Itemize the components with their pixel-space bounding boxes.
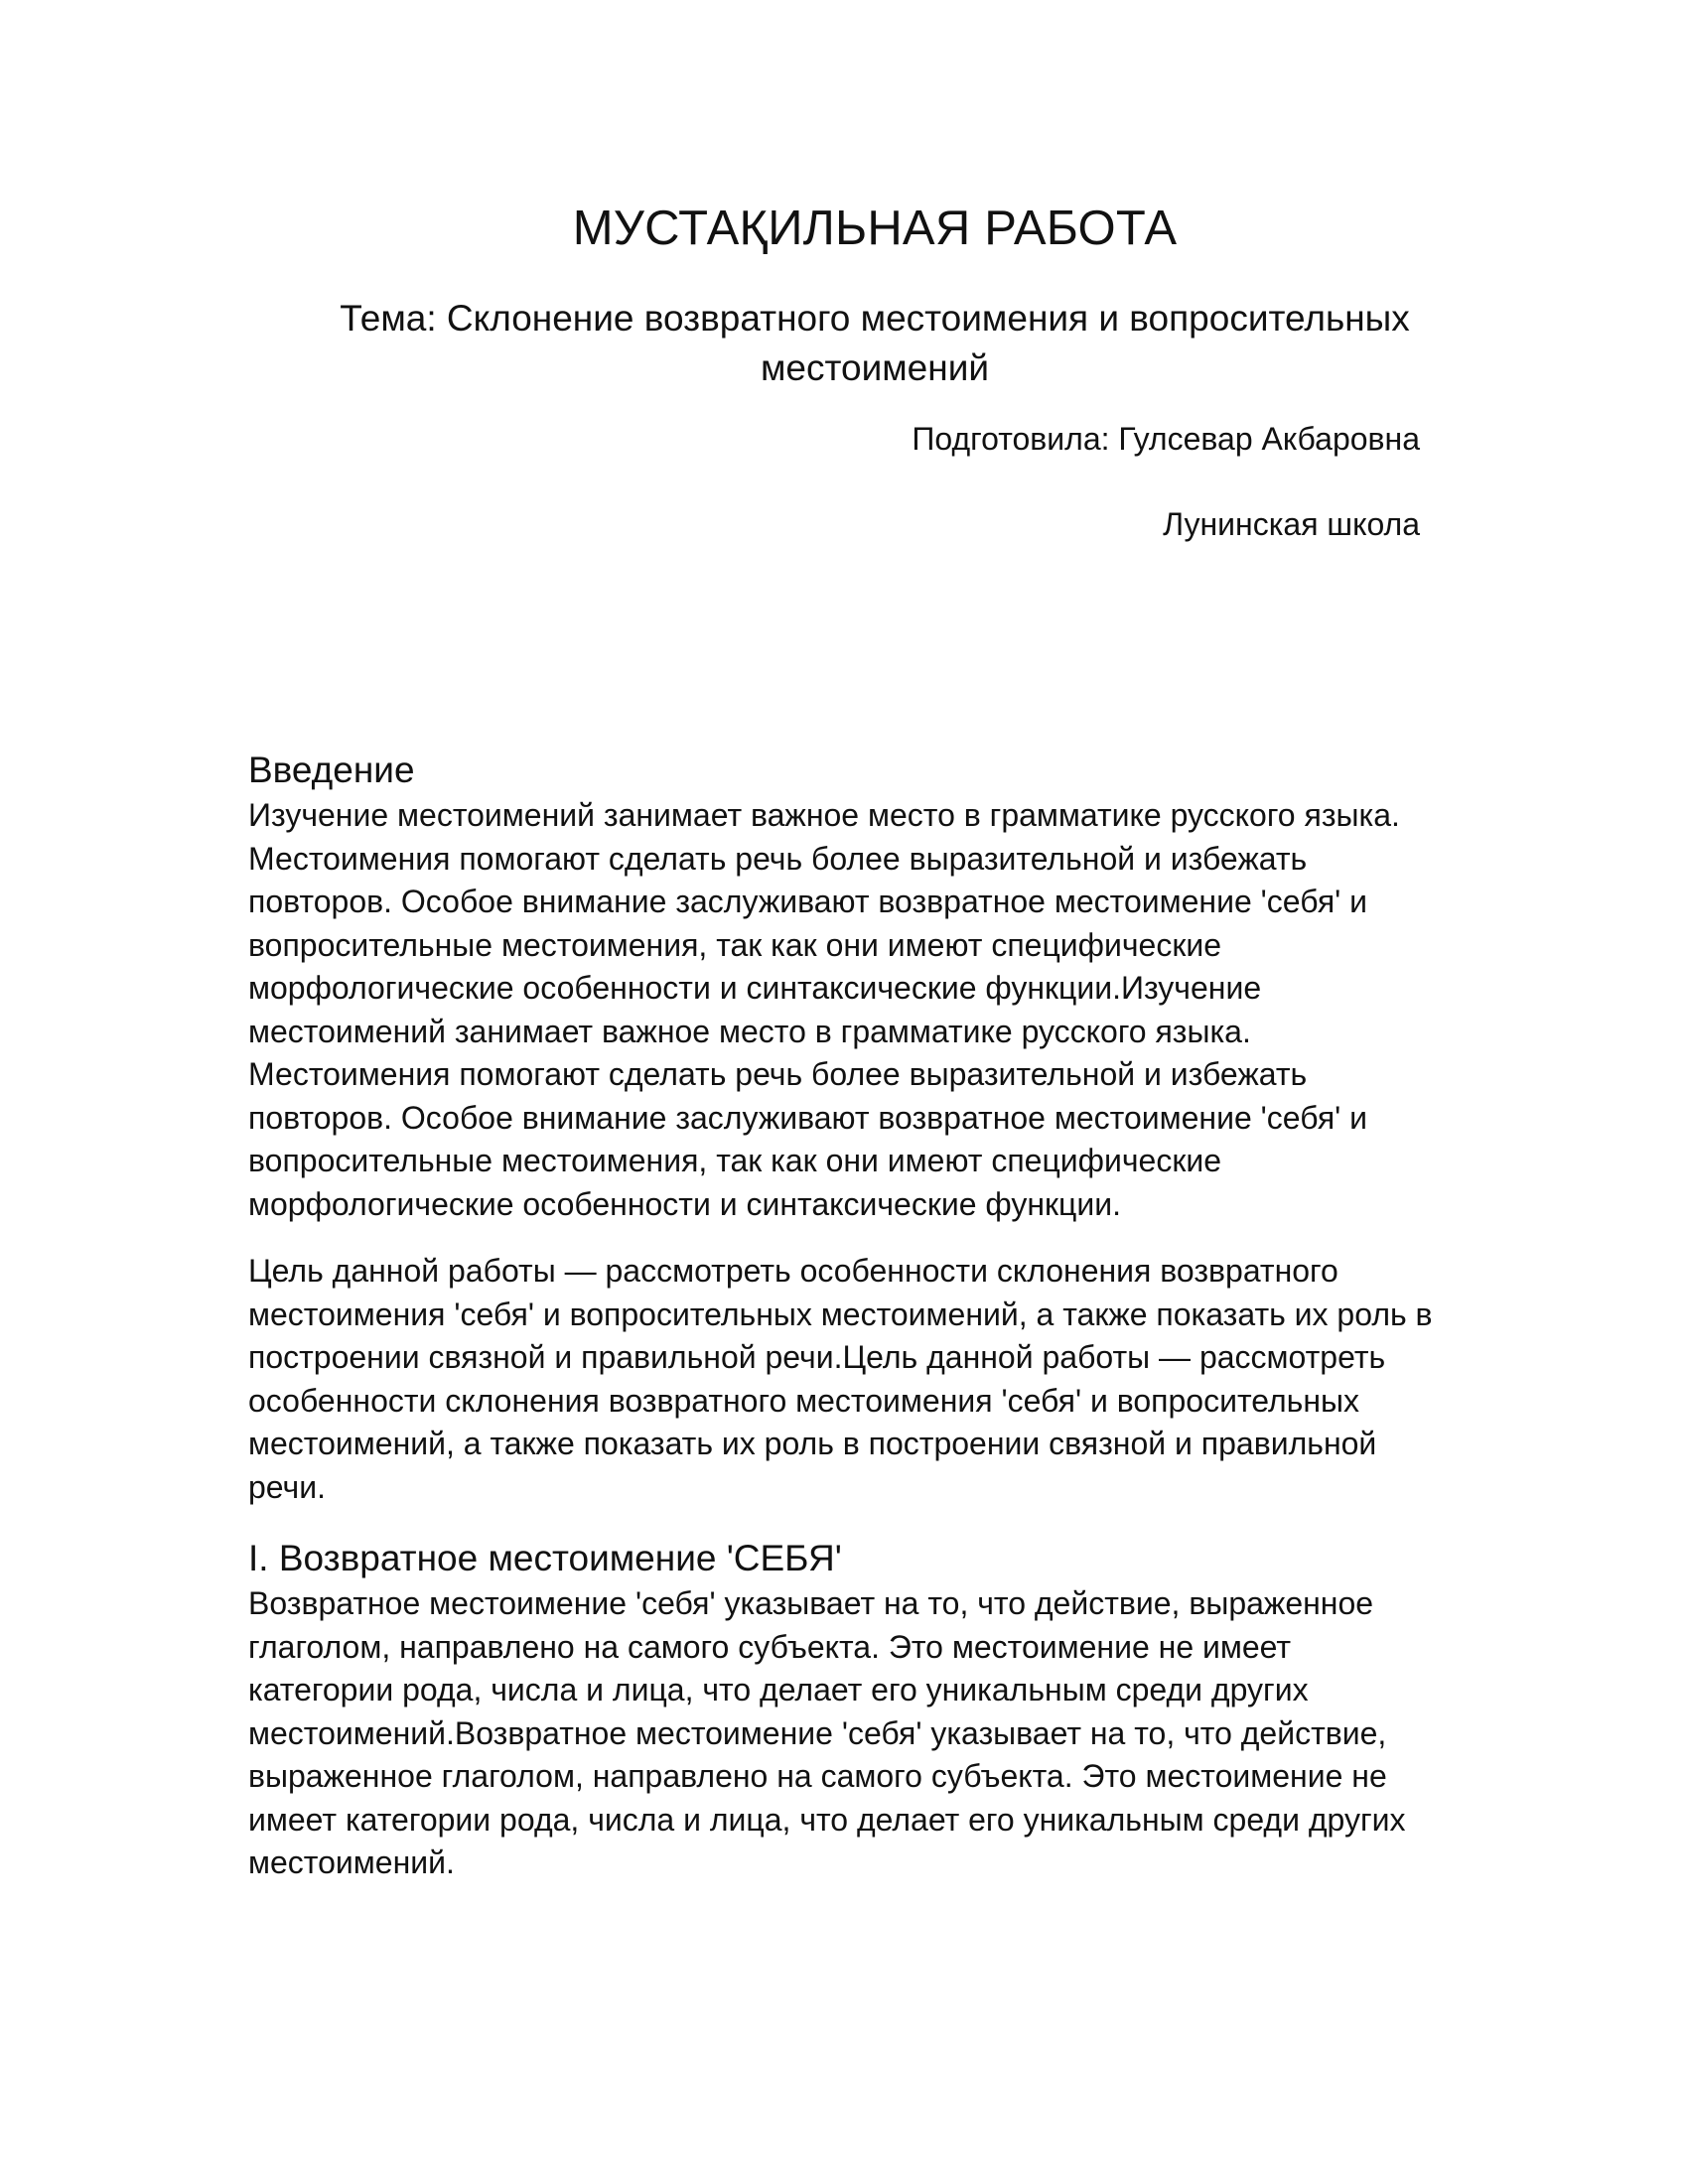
subtitle-line-1: Тема: Склонение возвратного местоимения и вопросительных	[340, 298, 1410, 339]
section-1-heading: I. Возвратное местоимение 'СЕБЯ'	[248, 1538, 842, 1578]
section-1-paragraph-1: Возвратное местоимение 'себя' указывает на то, что действие, выраженное глаголом, направлено на самого субъекта. Это местоимение не имеет категории рода, числа и лица, что делает его уникальным среди других местоимений.Возвратное местоимение 'себя' указывает на то, что действие, выраженное глаголом, направлено на самого субъекта. Это местоимение не имеет категории рода, числа и лица, что делает его уникальным среди других местоимений.	[248, 1585, 1406, 1880]
intro-paragraph-2: Цель данной работы — рассмотреть особенности склонения возвратного местоимения 'себя' и вопросительных местоимений, а также показать их роль в построении связной и правильной речи.Цель данной работы — рассмотреть особенности склонения возвратного местоимения 'себя' и вопросительных местоимений, а также показать их роль в построении связной и правильной речи.	[248, 1253, 1433, 1505]
school-line: Лунинская школа	[1163, 506, 1420, 542]
subtitle-line-2: местоимений	[760, 347, 990, 388]
intro-heading: Введение	[248, 750, 415, 790]
intro-paragraph-1: Изучение местоимений занимает важное место в грамматике русского языка. Местоимения помогают сделать речь более выразительной и избежать повторов. Особое внимание заслуживают возвратное местоимение 'себя' и вопросительные местоимения, так как они имеют специфические морфологические особенности и синтаксические функции.Изучение местоимений занимает важное место в грамматике русского языка. Местоимения помогают сделать речь более выразительной и избежать повторов. Особое внимание заслуживают возвратное местоимение 'себя' и вопросительные местоимения, так как они имеют специфические морфологические особенности и синтаксические функции.	[248, 797, 1400, 1222]
document-subtitle	[248, 294, 1501, 393]
document-title: МУСТАҚИЛЬНАЯ РАБОТА	[572, 202, 1178, 255]
author-line: Подготовила: Гулсевар Акбаровна	[912, 421, 1420, 457]
document-body	[248, 747, 1440, 1885]
